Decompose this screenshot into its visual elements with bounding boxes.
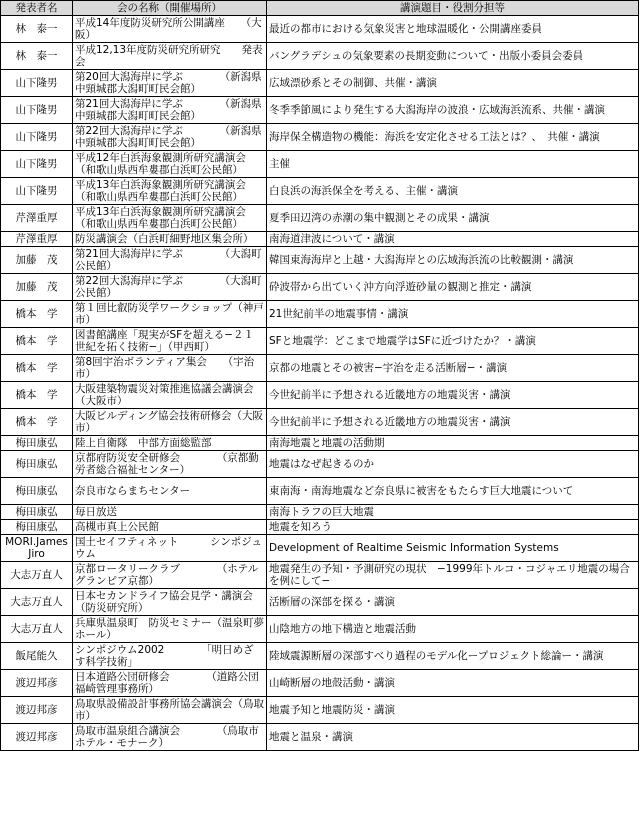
venue-cell: 鳥取県設備設計事務所協会講演会（鳥取市） [73,697,267,724]
presenter-cell: 渡辺邦彦 [1,724,73,751]
title-cell: 21世紀前半の地震事情・講演 [267,301,639,328]
presenter-cell: 梅田康弘 [1,436,73,451]
header-venue: 会の名称（開催場所） [73,1,267,16]
title-cell: 韓国東海海岸と上越・大潟海岸との広域海浜流の比較観測・講演 [267,247,639,274]
title-cell: 南海トラフの巨大地震 [267,505,639,520]
table-row [1,724,639,751]
title-cell: 南海道津波について・講演 [267,232,639,247]
title-cell: 海岸保全構造物の機能：海浜を安定化させる工法とは？、 共催・講演 [267,124,639,151]
presenter-cell: 橋本 学 [1,382,73,409]
title-cell: 陸域震源断層の深部すべり過程のモデル化ープロジェクト総論ー・講演 [267,643,639,670]
venue-cell: 平成12,13年度防災研究所研究 発表会 [73,43,267,70]
title-cell: 活断層の深部を探る・講演 [267,589,639,616]
venue-cell: 陸上自衛隊 中部方面総監部 [73,436,267,451]
title-cell: 山崎断層の地殻活動・講演 [267,670,639,697]
table-row [1,589,639,616]
title-cell: 京都の地震とその被害−宇治を走る活断層−・講演 [267,355,639,382]
table-row [1,643,639,670]
venue-cell: 兵庫県温泉町 防災セミナー（温泉町夢ホール） [73,616,267,643]
header-title: 講演題目・役割分担等 [267,1,639,16]
title-cell: 冬季季節風により発生する大潟海岸の波浪・広域海浜流系、共催・講演 [267,97,639,124]
presenter-cell: 芹澤重厚 [1,205,73,232]
table-row [1,382,639,409]
presenter-cell: 大志万直人 [1,562,73,589]
table-row [1,274,639,301]
title-cell: 地震予知と地震防災・講演 [267,697,639,724]
presenter-cell: 山下隆男 [1,97,73,124]
title-cell: 今世紀前半に予想される近畿地方の地震災害・講演 [267,382,639,409]
title-cell: Development of Realtime Seismic Information Systems [267,535,639,562]
title-cell: 主催 [267,151,639,178]
title-cell: 砕波帯から出ていく沖方向浮遊砂量の観測と推定・講演 [267,274,639,301]
venue-cell: 日本道路公団研修会 （道路公団福崎管理事務所） [73,670,267,697]
venue-cell: 大阪建築物震災対策推進協議会講演会（大阪市） [73,382,267,409]
table-row [1,505,639,520]
presenter-cell: 芹澤重厚 [1,232,73,247]
venue-cell: 第１回比叡防災学ワークショップ（神戸市） [73,301,267,328]
table-row [1,97,639,124]
presenter-cell: 渡辺邦彦 [1,670,73,697]
table-row [1,697,639,724]
presenter-cell: 渡辺邦彦 [1,697,73,724]
header-row [1,1,639,16]
table-row [1,70,639,97]
table-row [1,247,639,274]
venue-cell: 大阪ビルディング協会技術研修会（大阪市） [73,409,267,436]
title-cell: 地震発生の予知・予測研究の現状 −1999年トルコ・コジャエリ地震の場合を例にして− [267,562,639,589]
presenter-cell: 加藤 茂 [1,274,73,301]
presenter-cell: 加藤 茂 [1,247,73,274]
title-cell: SFと地震学：どこまで地震学はSFに近づけたか？・講演 [267,328,639,355]
title-cell: 夏季田辺湾の赤潮の集中観測とその成果・講演 [267,205,639,232]
venue-cell: 図書館講座「現実がSFを超える−２１世紀を拓く技術−」（甲西町） [73,328,267,355]
table-row [1,436,639,451]
venue-cell: 京都ロータリークラブ （ホテルグランピア京都） [73,562,267,589]
presenter-cell: 山下隆男 [1,178,73,205]
title-cell: 白良浜の海浜保全を考える、主催・講演 [267,178,639,205]
venue-cell: 平成13年白浜海象観測所研究講演会（和歌山県西牟婁郡白浜町公民館） [73,205,267,232]
title-cell: 地震はなぜ起きるのか [267,451,639,478]
presenter-cell: 山下隆男 [1,124,73,151]
presenter-cell: 大志万直人 [1,589,73,616]
venue-cell: 第22回大潟海岸に学ぶ （新潟県中頸城郡大潟町町民会館） [73,124,267,151]
title-cell: 東南海・南海地震など奈良県に被害をもたらす巨大地震について [267,478,639,505]
title-cell: 地震を知ろう [267,520,639,535]
table-row [1,124,639,151]
venue-cell: シンポジウム2002 「明日めざす科学技術」 [73,643,267,670]
presenter-cell: 大志万直人 [1,616,73,643]
table-row [1,451,639,478]
table-row [1,328,639,355]
presenter-cell: 梅田康弘 [1,505,73,520]
venue-cell: 鳥取市温泉組合講演会 （鳥取市ホテル・モナーク） [73,724,267,751]
presenter-cell: 橋本 学 [1,301,73,328]
title-cell: 南海地震と地震の活動期 [267,436,639,451]
venue-cell: 平成14年度防災研究所公開講座 （大阪） [73,16,267,43]
venue-cell: 高槻市真上公民館 [73,520,267,535]
title-cell: バングラデシュの気象要素の長期変動について・出版小委員会委員 [267,43,639,70]
venue-cell: 毎日放送 [73,505,267,520]
presenter-cell: MORI.James Jiro [1,535,73,562]
table-row [1,301,639,328]
presenter-cell: 山下隆男 [1,70,73,97]
presenter-cell: 橋本 学 [1,328,73,355]
venue-cell: 第21回大潟海岸に学ぶ （新潟県中頸城郡大潟町町民会館） [73,97,267,124]
presenter-cell: 橋本 学 [1,409,73,436]
venue-cell: 国土セイフティネット シンポジュウム [73,535,267,562]
presenter-cell: 山下隆男 [1,151,73,178]
title-cell: 今世紀前半に予想される近畿地方の地震災害・講演 [267,409,639,436]
title-cell: 広域漂砂系とその制御、共催・講演 [267,70,639,97]
table-row [1,232,639,247]
venue-cell: 平成12年白浜海象観測所研究講演会（和歌山県西牟婁郡白浜町公民館） [73,151,267,178]
presenter-cell: 飯尾能久 [1,643,73,670]
venue-cell: 奈良市ならまちセンター [73,478,267,505]
venue-cell: 日本セカンドライフ協会見学・講演会 （防災研究所） [73,589,267,616]
table-row [1,535,639,562]
venue-cell: 第21回大潟海岸に学ぶ （大潟町公民館） [73,247,267,274]
venue-cell: 第8回宇治ボランティア集会 （宇治市） [73,355,267,382]
table-row [1,562,639,589]
presenter-cell: 梅田康弘 [1,478,73,505]
table-row [1,178,639,205]
table-row [1,205,639,232]
table-row [1,520,639,535]
presenter-cell: 橋本 学 [1,355,73,382]
title-cell: 山陰地方の地下構造と地震活動 [267,616,639,643]
table-row [1,670,639,697]
venue-cell: 防災講演会（白浜町細野地区集会所） [73,232,267,247]
venue-cell: 京都府防災安全研修会 （京都勤労者総合福祉センター） [73,451,267,478]
presenter-cell: 梅田康弘 [1,520,73,535]
venue-cell: 平成13年白浜海象観測所研究講演会（和歌山県西牟婁郡白浜町公民館） [73,178,267,205]
table-row [1,409,639,436]
presenter-cell: 林 泰一 [1,16,73,43]
venue-cell: 第22回大潟海岸に学ぶ （大潟町公民館） [73,274,267,301]
table-row [1,355,639,382]
title-cell: 最近の都市における気象災害と地球温暖化・公開講座委員 [267,16,639,43]
table-row [1,151,639,178]
table-row [1,43,639,70]
table-row [1,478,639,505]
lecture-table-body [1,1,639,751]
table-row [1,616,639,643]
header-presenter: 発表者名 [1,1,73,16]
presenter-cell: 林 泰一 [1,43,73,70]
presenter-cell: 梅田康弘 [1,451,73,478]
venue-cell: 第20回大潟海岸に学ぶ （新潟県中頸城郡大潟町町民会館） [73,70,267,97]
table-row [1,16,639,43]
title-cell: 地震と温泉・講演 [267,724,639,751]
